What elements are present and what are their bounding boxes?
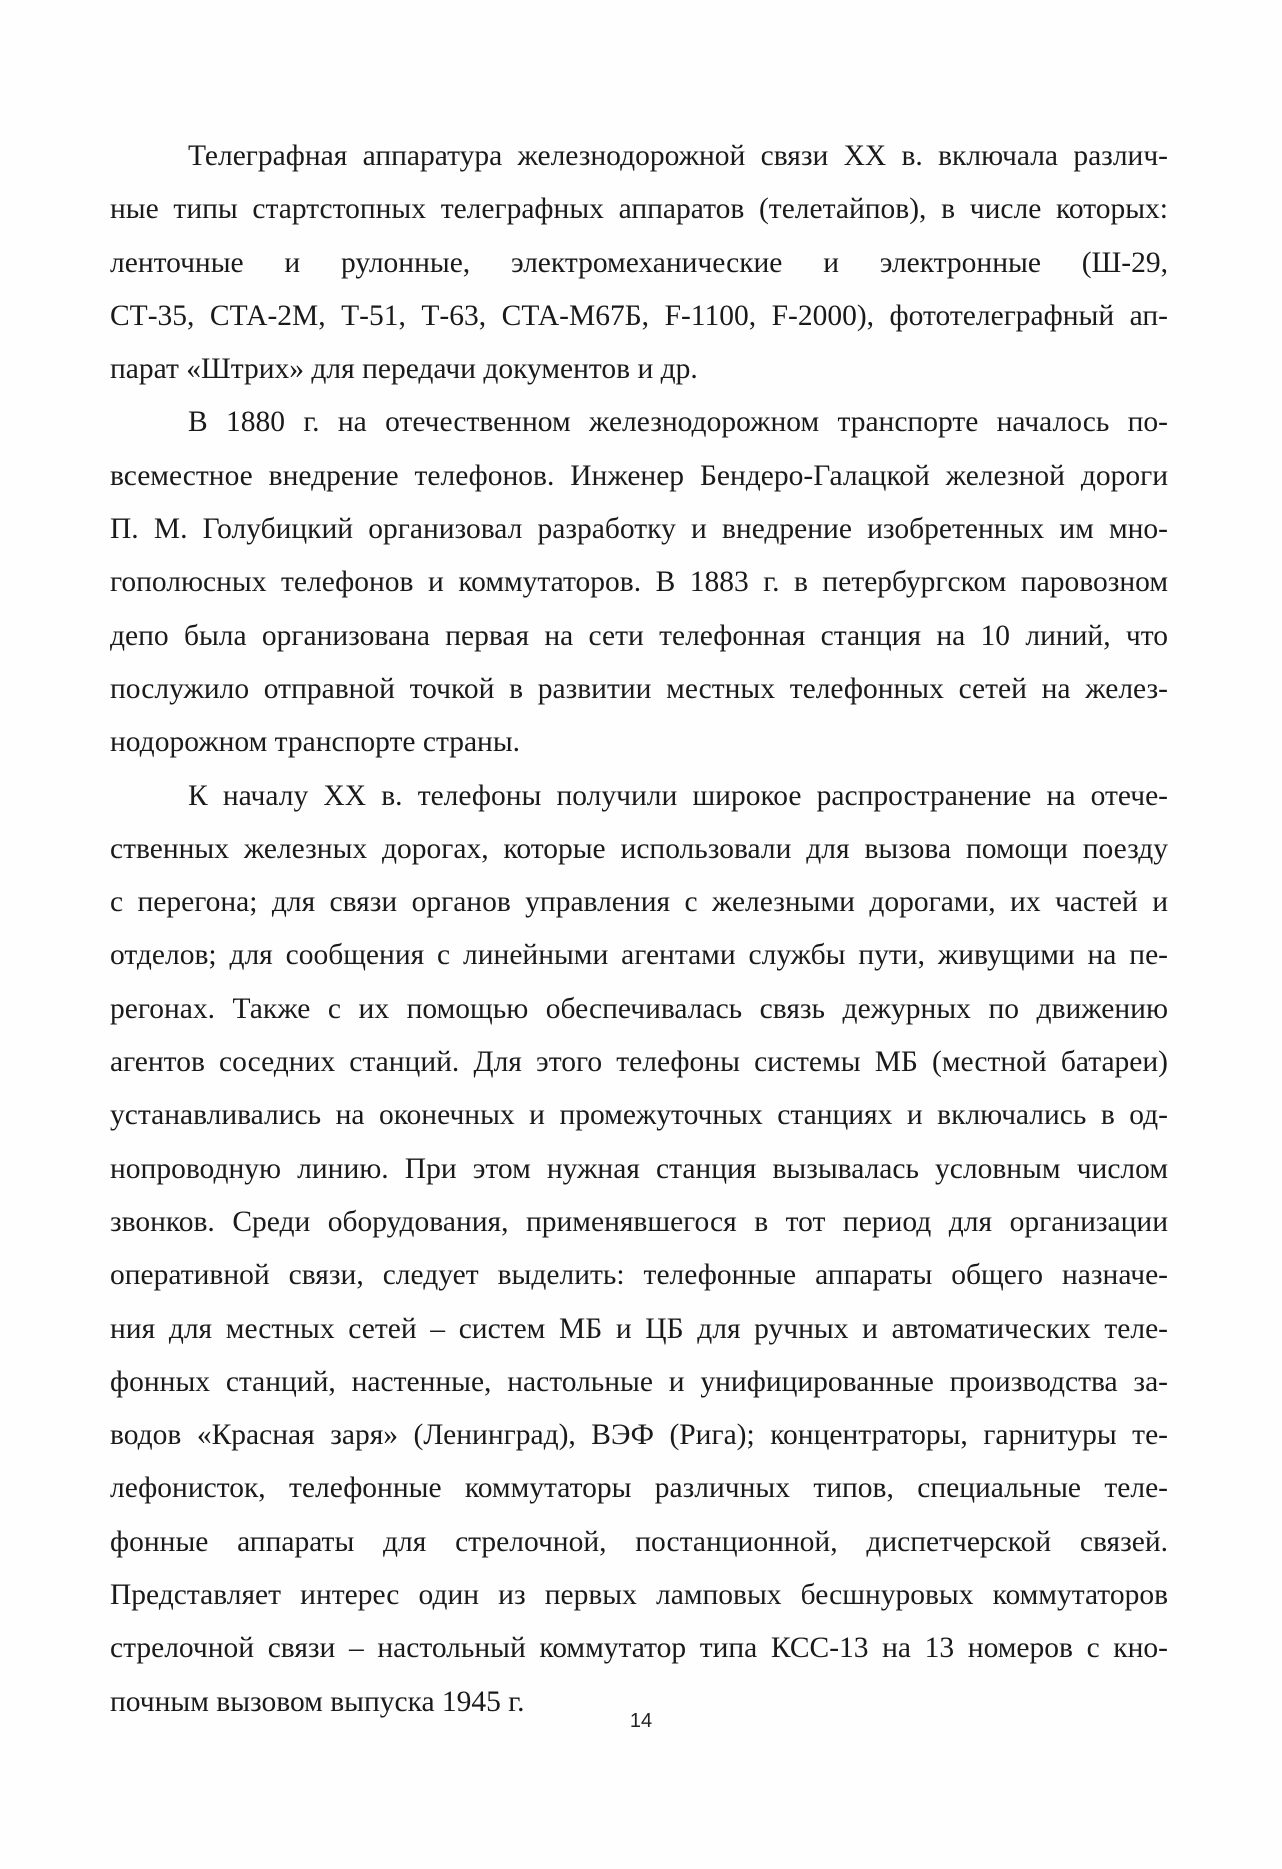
text-line: гополюсных телефонов и коммутаторов. В 1883 г. в петербургском паровозном: [110, 566, 1168, 599]
text-line: депо была организована первая на сети телефонная станция на 10 линий, что: [110, 619, 1168, 652]
text-line: фонные аппараты для стрелочной, постанционной, диспетчерской связей.: [110, 1525, 1168, 1558]
text-line: ленточные и рулонные, электромеханические и электронные (Ш-29,: [110, 246, 1168, 279]
text-line: агентов соседних станций. Для этого телефоны системы МБ (местной батареи): [110, 1046, 1168, 1079]
text-line: Телеграфная аппаратура железнодорожной связи XX в. включала различ-: [188, 140, 1168, 172]
text-line: П. М. Голубицкий организовал разработку и внедрение изобретенных им мно-: [110, 513, 1168, 546]
paragraph-telephones-1880: [110, 396, 1168, 769]
text-line: регонах. Также с их помощью обеспечивалась связь дежурных по движению: [110, 992, 1168, 1025]
text-line: К началу XX в. телефоны получили широкое распространение на отече-: [188, 779, 1168, 812]
text-line: оперативной связи, следует выделить: телефонные аппараты общего назначе-: [110, 1259, 1168, 1292]
text-line: В 1880 г. на отечественном железнодорожном транспорте началось по-: [188, 406, 1168, 439]
text-line: отделов; для сообщения с линейными агентами службы пути, живущими на пе-: [110, 939, 1168, 972]
text-line: фонных станций, настенные, настольные и унифицированные производства за-: [110, 1365, 1168, 1398]
body-text: [110, 130, 1168, 1729]
text-line: стрелочной связи – настольный коммутатор типа КСС-13 на 13 номеров с кно-: [110, 1632, 1168, 1665]
paragraph-telegraph: [110, 130, 1168, 396]
page-number: 14: [629, 1710, 653, 1732]
text-line: с перегона; для связи органов управления с железными дорогами, их частей и: [110, 886, 1168, 919]
text-line: водов «Красная заря» (Ленинград), ВЭФ (Рига); концентраторы, гарнитуры те-: [110, 1419, 1168, 1452]
text-line: СТ-35, СТА-2М, Т-51, Т-63, СТА-М67Б, F-1100, F-2000), фототелеграфный ап-: [110, 299, 1168, 332]
text-line: ные типы стартстопных телеграфных аппаратов (телетайпов), в числе которых:: [110, 193, 1168, 226]
text-line: нодорожном транспорте страны.: [110, 726, 521, 759]
text-line: послужило отправной точкой в развитии местных телефонных сетей на желез-: [110, 672, 1168, 705]
text-line: нопроводную линию. При этом нужная станция вызывалась условным числом: [110, 1152, 1168, 1185]
text-line: почным вызовом выпуска 1945 г.: [110, 1685, 525, 1718]
text-line: всеместное внедрение телефонов. Инженер Бендеро-Галацкой железной дороги: [110, 459, 1168, 492]
text-line: устанавливались на оконечных и промежуточных станциях и включались в од-: [110, 1099, 1168, 1132]
text-line: ственных железных дорогах, которые использовали для вызова помощи поезду: [110, 832, 1168, 865]
text-line: ния для местных сетей – систем МБ и ЦБ для ручных и автоматических теле-: [110, 1312, 1168, 1345]
text-line: Представляет интерес один из первых ламповых бесшнуровых коммутаторов: [110, 1579, 1168, 1612]
paragraph-xx-century: [110, 770, 1168, 1729]
text-line: звонков. Среди оборудования, применявшегося в тот период для организации: [110, 1205, 1168, 1238]
text-line: парат «Штрих» для передачи документов и др.: [110, 353, 698, 386]
text-line: лефонисток, телефонные коммутаторы различных типов, специальные теле-: [110, 1472, 1168, 1505]
